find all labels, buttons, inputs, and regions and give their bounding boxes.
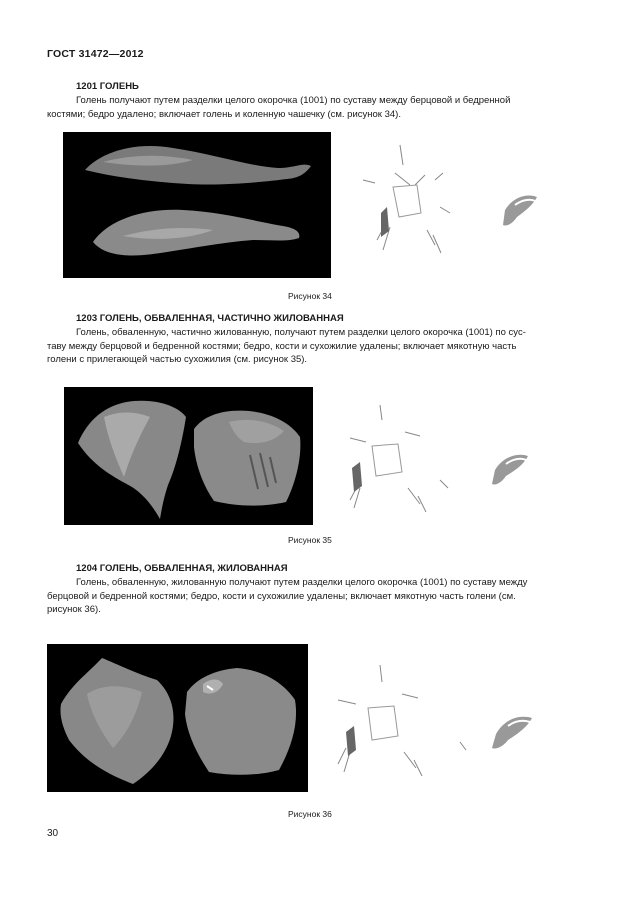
text-line: Голень получают путем разделки целого окорочка (1001) по суставу между берцовой и бедренной (76, 95, 511, 106)
photo-drumstick (63, 132, 331, 278)
photo-boneless-partially-trimmed (64, 387, 313, 525)
text-line: костями; бедро удалено; включает голень и коленную чашечку (см. рисунок 34). (47, 108, 401, 120)
figure-caption-36: Рисунок 36 (288, 809, 332, 819)
figure-caption-34: Рисунок 34 (288, 291, 332, 301)
carcass-diagram-34 (355, 135, 550, 265)
section-title-1203: 1203 ГОЛЕНЬ, ОБВАЛЕННАЯ, ЧАСТИЧНО ЖИЛОВАННАЯ (76, 313, 344, 324)
text-line: голени с прилегающей частью сухожилия (см. рисунок 35). (47, 354, 308, 365)
photo-boneless-trimmed (47, 644, 308, 792)
text-line: берцовой и бедренной костями; бедро, кости и сухожилие удалены; включает мякотную часть голени (см. (47, 590, 516, 602)
text-line: рисунок 36). (47, 604, 101, 615)
page-number: 30 (47, 828, 59, 839)
document-standard-header: ГОСТ 31472—2012 (47, 48, 144, 60)
figure-caption-35: Рисунок 35 (288, 535, 332, 545)
section-title-1204: 1204 ГОЛЕНЬ, ОБВАЛЕННАЯ, ЖИЛОВАННАЯ (76, 563, 288, 574)
carcass-diagram-36 (320, 660, 560, 785)
text-line: Голень, обваленную, частично жилованную, получают путем разделки целого окорочка (1001) по сус- (76, 327, 526, 338)
text-line: таву между берцовой и бедренной костями; бедро, кости и сухожилие удалены; включает мякотную часть (47, 340, 517, 352)
section-text-1201 (47, 94, 587, 121)
carcass-diagram-35 (330, 400, 560, 520)
text-line: Голень, обваленную, жилованную получают путем разделки целого окорочка (1001) по суставу между (76, 577, 528, 588)
section-title-1201: 1201 ГОЛЕНЬ (76, 81, 139, 92)
section-text-1203 (47, 326, 587, 367)
section-text-1204 (47, 576, 587, 617)
